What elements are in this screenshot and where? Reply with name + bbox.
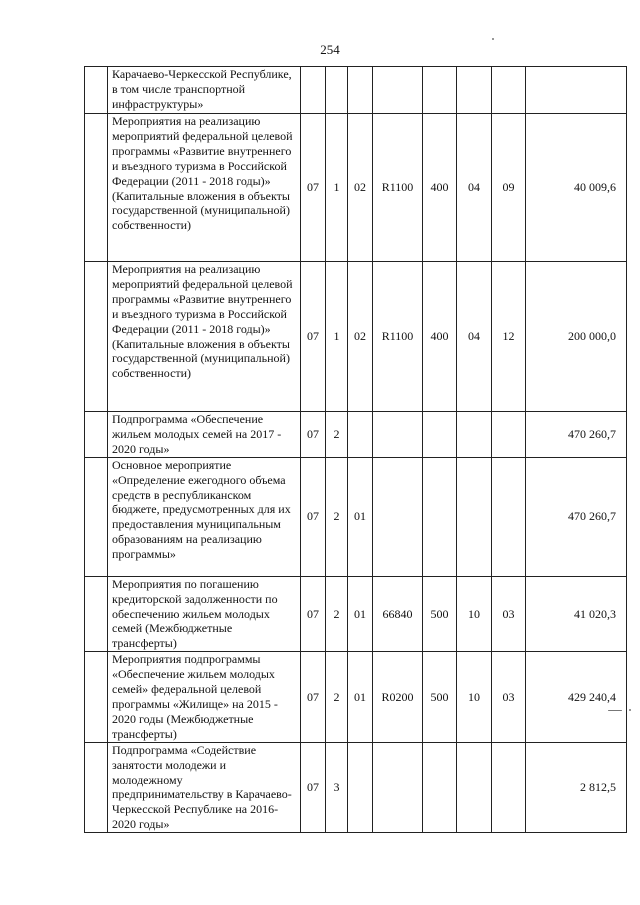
code-cell-c3 (348, 67, 373, 114)
amount-cell: 2 812,5 (526, 742, 627, 832)
row-number-cell (85, 262, 108, 412)
table-row (85, 457, 627, 576)
code-cell-c1: 07 (301, 457, 326, 576)
code-cell-c6: 10 (457, 576, 492, 652)
description-cell: Мероприятия подпрограммы «Обеспечение жильем молодых семей» федеральной целевой программы «Жилище» на 2015 - 2020 годы (Межбюджетные трансферты) (108, 652, 301, 742)
code-cell-c4: R1100 (373, 114, 423, 262)
code-cell-c3: 02 (348, 262, 373, 412)
code-cell-c6 (457, 742, 492, 832)
amount-cell: 470 260,7 (526, 412, 627, 458)
description-cell: Подпрограмма «Обеспечение жильем молодых семей на 2017 - 2020 годы» (108, 412, 301, 458)
code-cell-c7: 12 (492, 262, 526, 412)
code-cell-c5: 400 (423, 114, 457, 262)
code-cell-c3: 01 (348, 576, 373, 652)
row-number-cell (85, 457, 108, 576)
code-cell-c3: 01 (348, 652, 373, 742)
amount-cell (526, 67, 627, 114)
code-cell-c7 (492, 742, 526, 832)
code-cell-c2 (326, 67, 348, 114)
code-cell-c6 (457, 412, 492, 458)
code-cell-c4 (373, 742, 423, 832)
code-cell-c5: 400 (423, 262, 457, 412)
description-cell: Подпрограмма «Содействие занятости молодежи и молодежному предпринимательству в Карачаево-Черкесской Республике на 2016-2020 годы» (108, 742, 301, 832)
code-cell-c7: 03 (492, 576, 526, 652)
code-cell-c7 (492, 412, 526, 458)
table-row (85, 67, 627, 114)
code-cell-c7: 03 (492, 652, 526, 742)
code-cell-c3 (348, 412, 373, 458)
code-cell-c7 (492, 457, 526, 576)
code-cell-c4: R1100 (373, 262, 423, 412)
code-cell-c6: 10 (457, 652, 492, 742)
code-cell-c6: 04 (457, 114, 492, 262)
code-cell-c2: 2 (326, 576, 348, 652)
row-number-cell (85, 742, 108, 832)
description-cell: Карачаево-Черкесской Республике, в том числе транспортной инфраструктуры» (108, 67, 301, 114)
amount-cell: 41 020,3 (526, 576, 627, 652)
code-cell-c5: 500 (423, 576, 457, 652)
code-cell-c2: 1 (326, 262, 348, 412)
code-cell-c1: 07 (301, 652, 326, 742)
code-cell-c6: 04 (457, 262, 492, 412)
code-cell-c7 (492, 67, 526, 114)
code-cell-c5 (423, 457, 457, 576)
code-cell-c1: 07 (301, 262, 326, 412)
row-number-cell (85, 67, 108, 114)
code-cell-c3 (348, 742, 373, 832)
row-number-cell (85, 412, 108, 458)
code-cell-c4: R0200 (373, 652, 423, 742)
page-number: 254 (320, 42, 340, 57)
amount-cell: 470 260,7 (526, 457, 627, 576)
table-row (85, 652, 627, 742)
table-row (85, 114, 627, 262)
code-cell-c2: 2 (326, 652, 348, 742)
code-cell-c1 (301, 67, 326, 114)
code-cell-c6 (457, 67, 492, 114)
code-cell-c1: 07 (301, 114, 326, 262)
code-cell-c1: 07 (301, 412, 326, 458)
code-cell-c1: 07 (301, 742, 326, 832)
code-cell-c1: 07 (301, 576, 326, 652)
budget-table (84, 66, 627, 833)
code-cell-c4 (373, 67, 423, 114)
row-number-cell (85, 576, 108, 652)
code-cell-c5 (423, 742, 457, 832)
code-cell-c2: 1 (326, 114, 348, 262)
code-cell-c6 (457, 457, 492, 576)
table-row (85, 262, 627, 412)
amount-cell: 40 009,6 (526, 114, 627, 262)
description-cell: Основное мероприятие «Определение ежегодного объема средств в республиканском бюджете, предусмотренных для их предоставления муниципальным образованиям на реализацию программы» (108, 457, 301, 576)
code-cell-c4: 66840 (373, 576, 423, 652)
table-row (85, 742, 627, 832)
description-cell: Мероприятия по погашению кредиторской задолженности по обеспечению жильем молодых семей (Межбюджетные трансферты) (108, 576, 301, 652)
table-row (85, 412, 627, 458)
code-cell-c4 (373, 412, 423, 458)
table-row (85, 576, 627, 652)
code-cell-c2: 2 (326, 412, 348, 458)
code-cell-c5 (423, 412, 457, 458)
code-cell-c2: 3 (326, 742, 348, 832)
description-cell: Мероприятия на реализацию мероприятий федеральной целевой программы «Развитие внутреннего и въездного туризма в Российской Федерации (2011 - 2018 годы)» (Капитальные вложения в объекты государственной (муниципальной) собственности) (108, 114, 301, 262)
amount-cell: 429 240,4 (526, 652, 627, 742)
description-cell: Мероприятия на реализацию мероприятий федеральной целевой программы «Развитие внутреннего и въездного туризма в Российской Федерации (2011 - 2018 годы)» (Капитальные вложения в объекты государственной (муниципальной) собственности) (108, 262, 301, 412)
code-cell-c3: 01 (348, 457, 373, 576)
code-cell-c3: 02 (348, 114, 373, 262)
row-number-cell (85, 114, 108, 262)
code-cell-c5 (423, 67, 457, 114)
code-cell-c4 (373, 457, 423, 576)
code-cell-c5: 500 (423, 652, 457, 742)
code-cell-c7: 09 (492, 114, 526, 262)
row-number-cell (85, 652, 108, 742)
code-cell-c2: 2 (326, 457, 348, 576)
amount-cell: 200 000,0 (526, 262, 627, 412)
